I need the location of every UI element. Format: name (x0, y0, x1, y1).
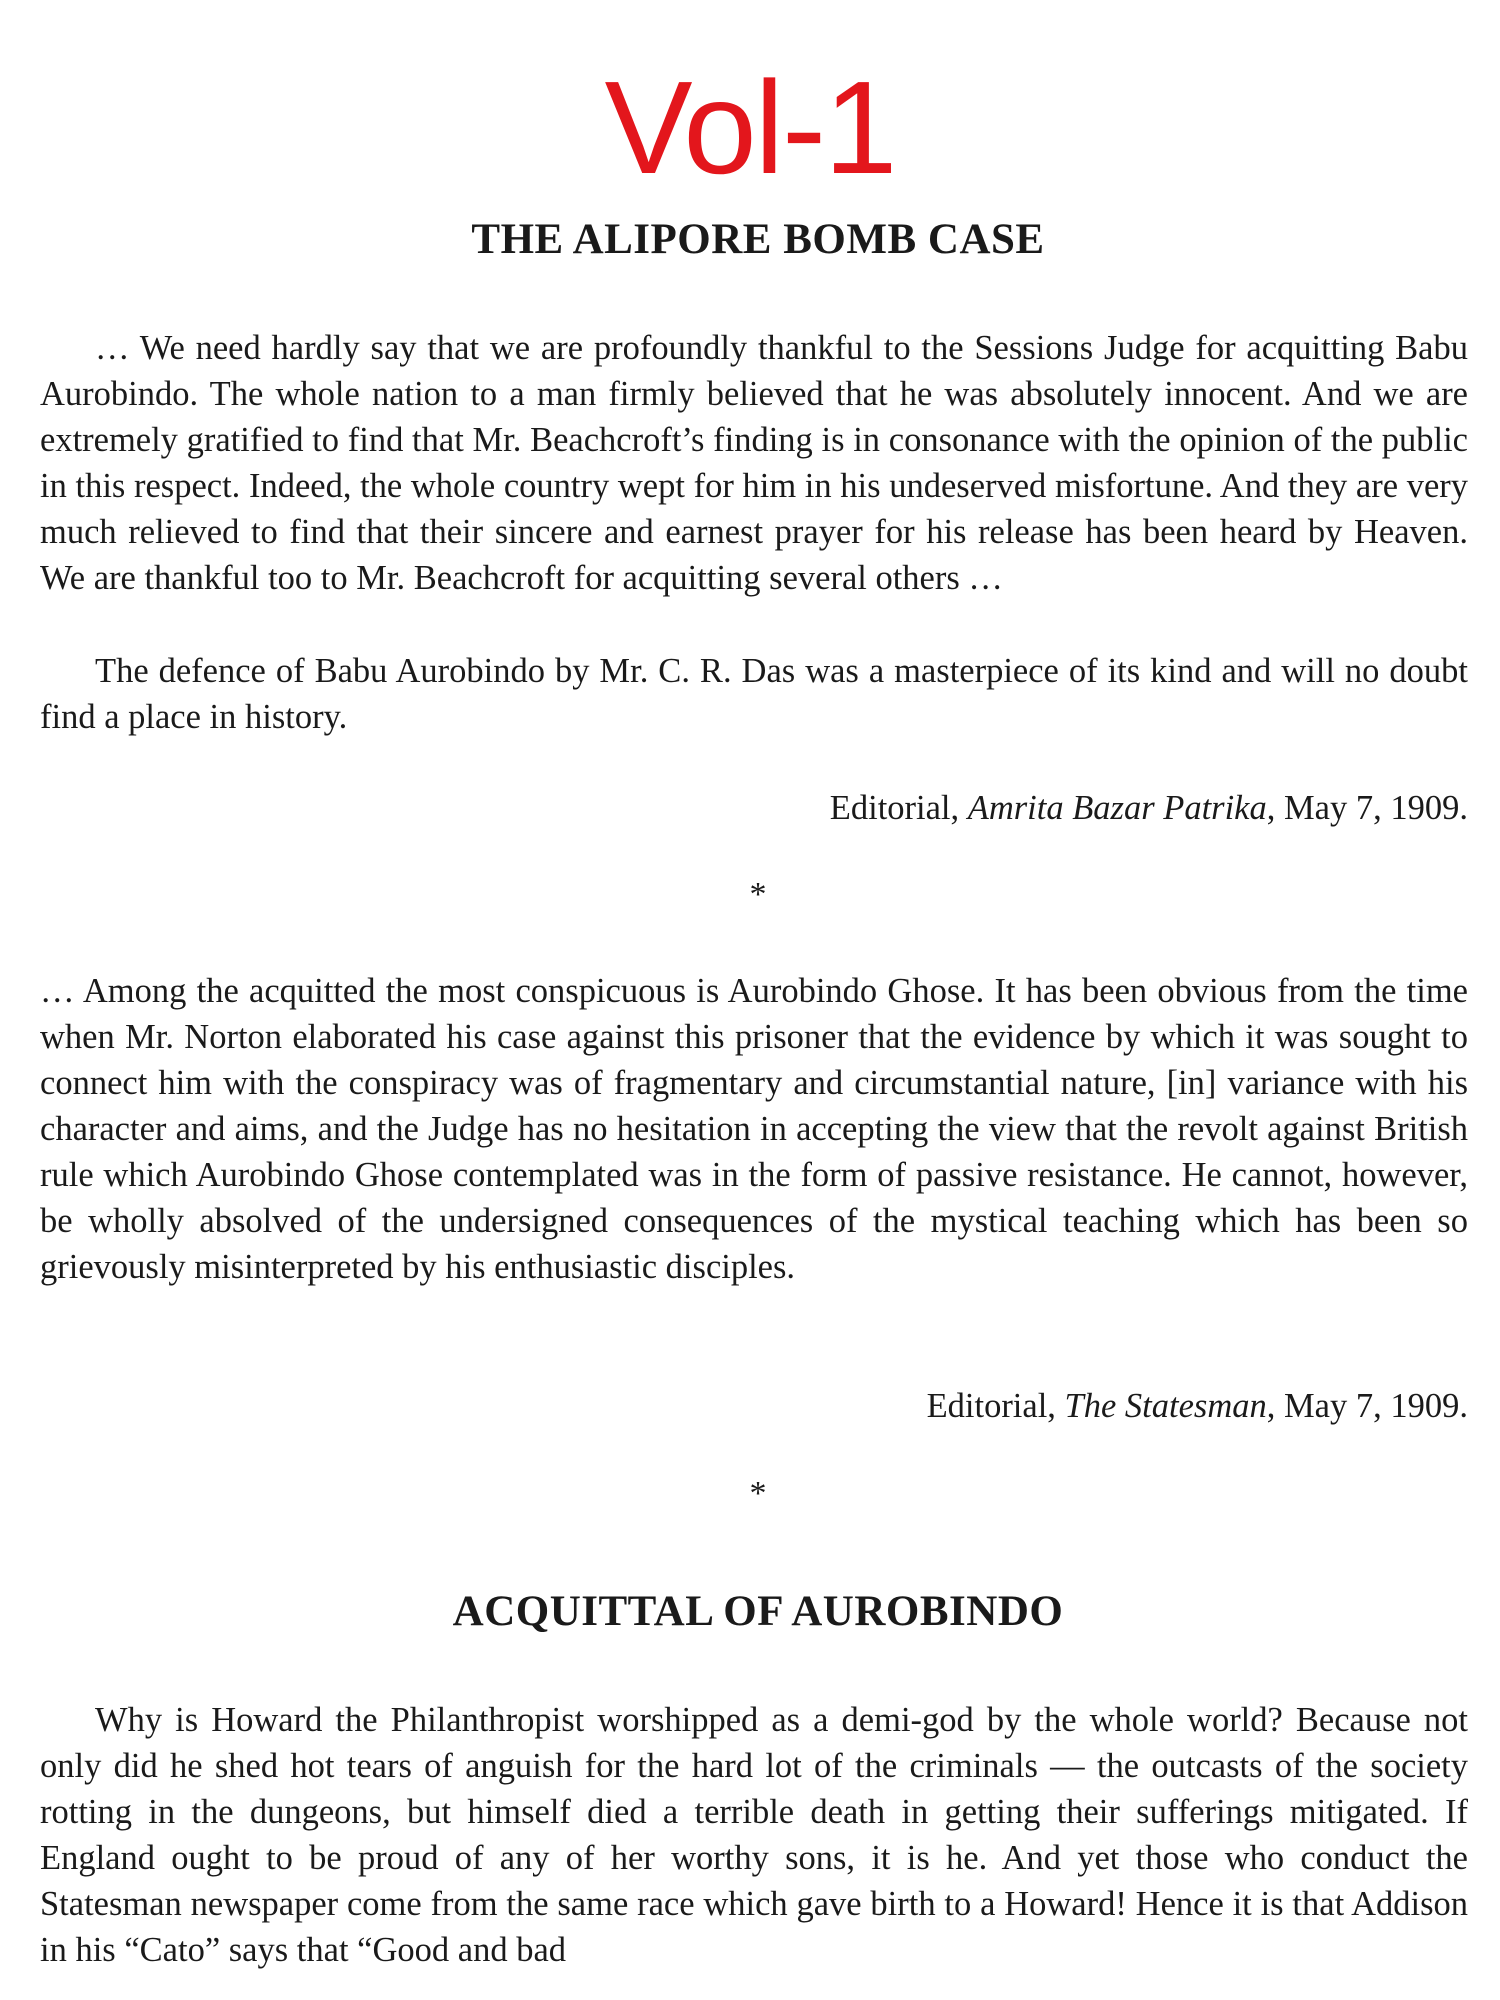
attribution-patrika (830, 785, 1468, 831)
attribution-prefix: Editorial, (829, 789, 968, 827)
attribution-date: , May 7, 1909. (1266, 789, 1468, 827)
separator-asterisk: * (749, 876, 767, 913)
section-heading-alipore-bomb-case: THE ALIPORE BOMB CASE (471, 216, 1045, 263)
separator-asterisk: * (749, 1475, 767, 1512)
section-heading-acquittal-of-aurobindo: ACQUITTAL OF AUROBINDO (452, 1588, 1064, 1635)
volume-label: Vol-1 (604, 54, 896, 201)
attribution-source: The Statesman (1064, 1387, 1267, 1425)
attribution-prefix: Editorial, (926, 1387, 1065, 1425)
editorial-paragraph-patrika-1: … We need hardly say that we are profoundly thankful to the Sessions Judge for acquitting Babu Aurobindo. The whole nation to a man firmly believed that he was absolutely innocent. And we are extremely gratified to find that Mr. Beachcroft’s finding is in consonance with the opinion of the public in this respect. Indeed, the whole country wept for him in his undeserved misfortune. And they are very much relieved to find that their sincere and earnest prayer for his release has been heard by Heaven. We are thankful too to Mr. Beachcroft for acquitting several others … (40, 329, 1468, 597)
editorial-paragraph-statesman: … Among the acquitted the most conspicuous is Aurobindo Ghose. It has been obvious from the time when Mr. Norton elaborated his case against this prisoner that the evidence by which it was sought to connect him with the conspiracy was of fragmentary and circumstantial nature, [in] variance with his character and aims, and the Judge has no hesitation in accepting the view that the revolt against British rule which Aurobindo Ghose contemplated was in the form of passive resistance. He cannot, however, be wholly absolved of the undersigned consequences of the mystical teaching which has been so grievously misinterpreted by his enthusiastic disciples. (40, 972, 1468, 1286)
editorial-paragraph-patrika-2: The defence of Babu Aurobindo by Mr. C. R. Das was a masterpiece of its kind and will no doubt find a place in history. (40, 652, 1468, 736)
attribution-source: Amrita Bazar Patrika (967, 789, 1267, 827)
article-paragraph-howard: Why is Howard the Philanthropist worshipped as a demi-god by the whole world? Because not only did he shed hot tears of anguish for the hard lot of the criminals — the outcasts of the society rotting in the dungeons, but himself died a terrible death in getting their sufferings mitigated. If England ought to be proud of any of her worthy sons, it is he. And yet those who conduct the Statesman newspaper come from the same race which gave birth to a Howard! Hence it is that Addison in his “Cato” says that “Good and bad (40, 1701, 1468, 1969)
attribution-date: , May 7, 1909. (1266, 1387, 1468, 1425)
attribution-statesman (927, 1383, 1468, 1429)
